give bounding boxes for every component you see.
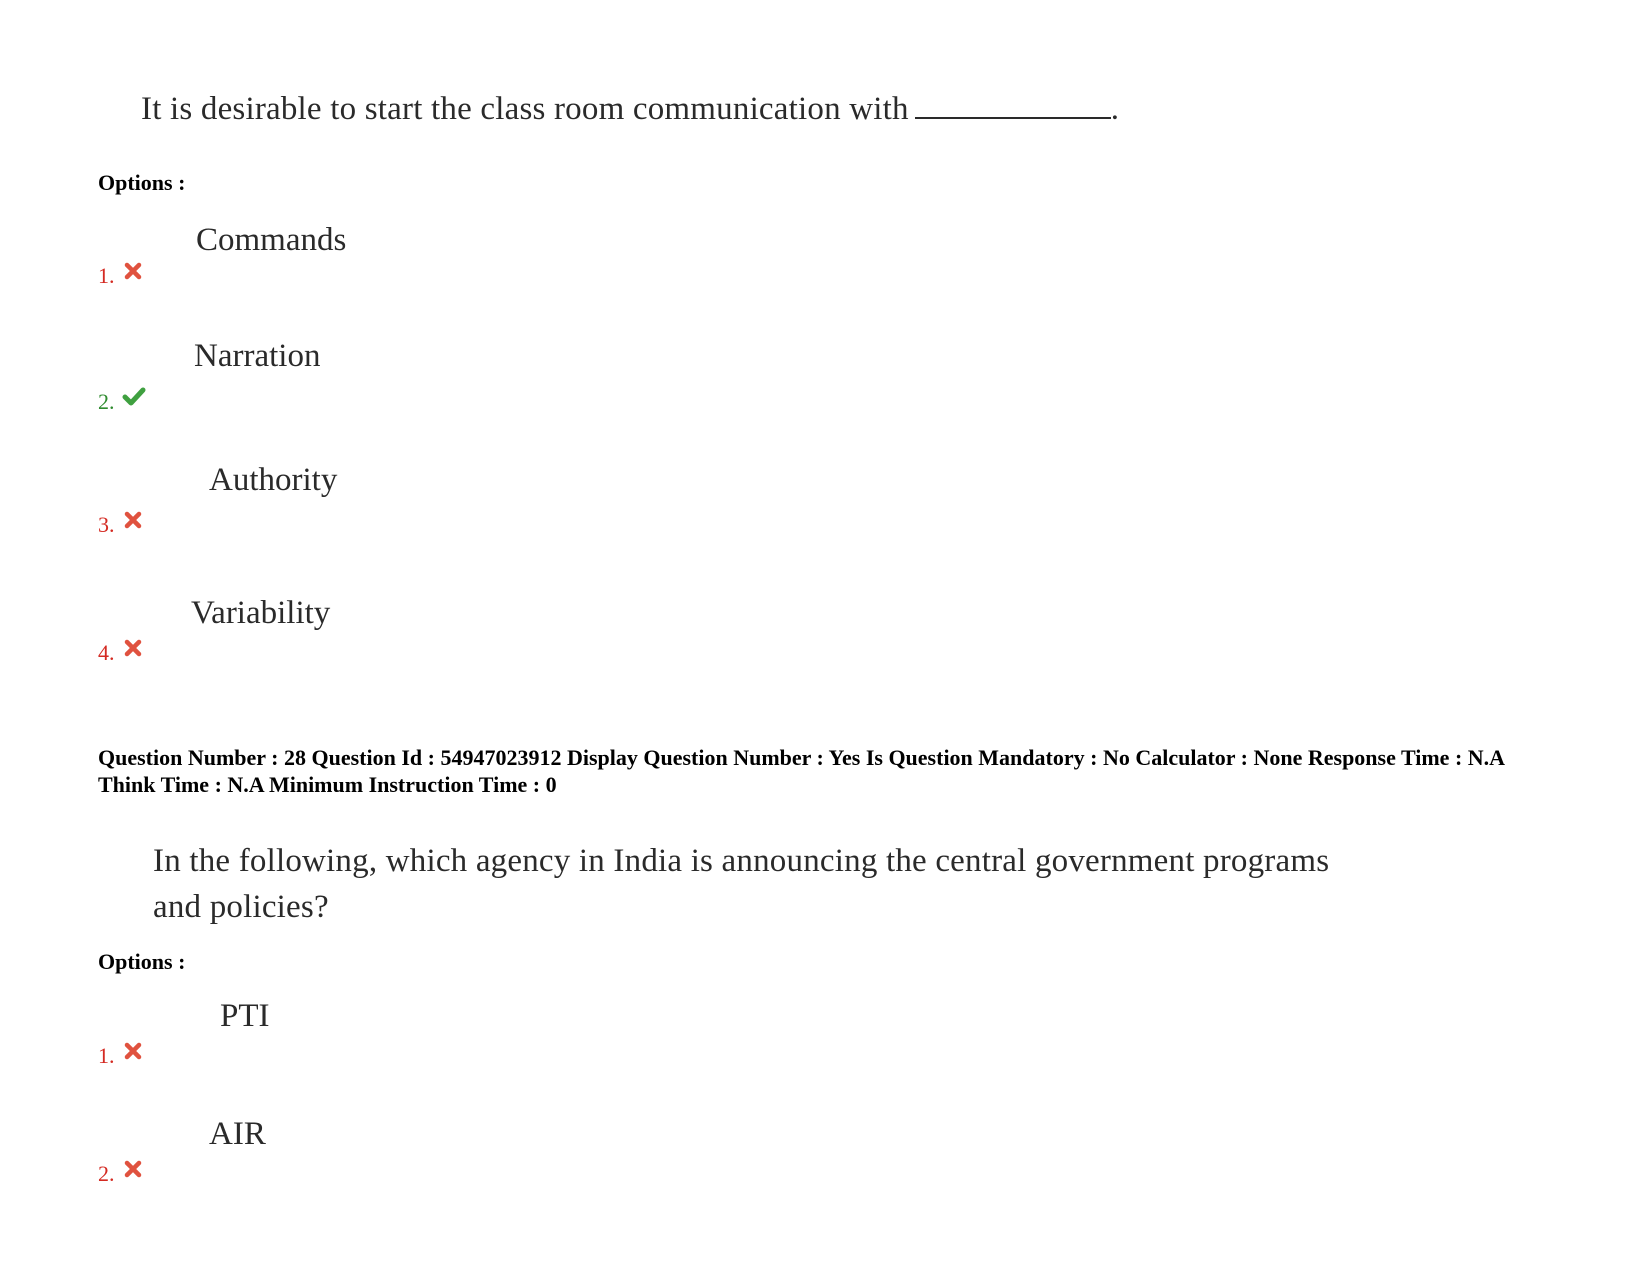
question-text-part: It is desirable to start the class room communication with [141,91,909,127]
question-text [141,86,1119,132]
cross-mark-icon [123,1159,143,1179]
options-label: Options : [98,949,186,974]
cross-mark-icon [123,261,143,281]
question-text [153,838,1329,930]
fill-in-blank [915,89,1111,119]
question-text-part: . [1110,91,1120,127]
option-text: PTI [220,998,270,1034]
option-number: 2. [98,389,115,414]
option-text: Variability [191,595,331,631]
options-label: Options : [98,170,186,195]
cross-mark-icon [123,510,143,530]
option-number: 3. [98,512,115,537]
check-mark-icon [122,386,146,406]
cross-mark-icon [123,638,143,658]
option-number: 4. [98,640,115,665]
question-meta: Question Number : 28 Question Id : 54947023912 Display Question Number : Yes Is Question Mandatory : No Calculator : None Response Time : N.A Think Time : N.A Minimum Instruction Time : 0 [98,745,1504,797]
question-text-line: In the following, which agency in India is announcing the central government programs [153,843,1330,879]
option-text: Commands [196,222,347,258]
option-number: 1. [98,263,115,288]
option-text: Narration [194,338,321,374]
option-number: 1. [98,1043,115,1068]
option-text: AIR [209,1116,266,1152]
question-text-line: and policies? [153,889,329,925]
option-number: 2. [98,1161,115,1186]
option-text: Authority [209,462,338,498]
cross-mark-icon [123,1041,143,1061]
